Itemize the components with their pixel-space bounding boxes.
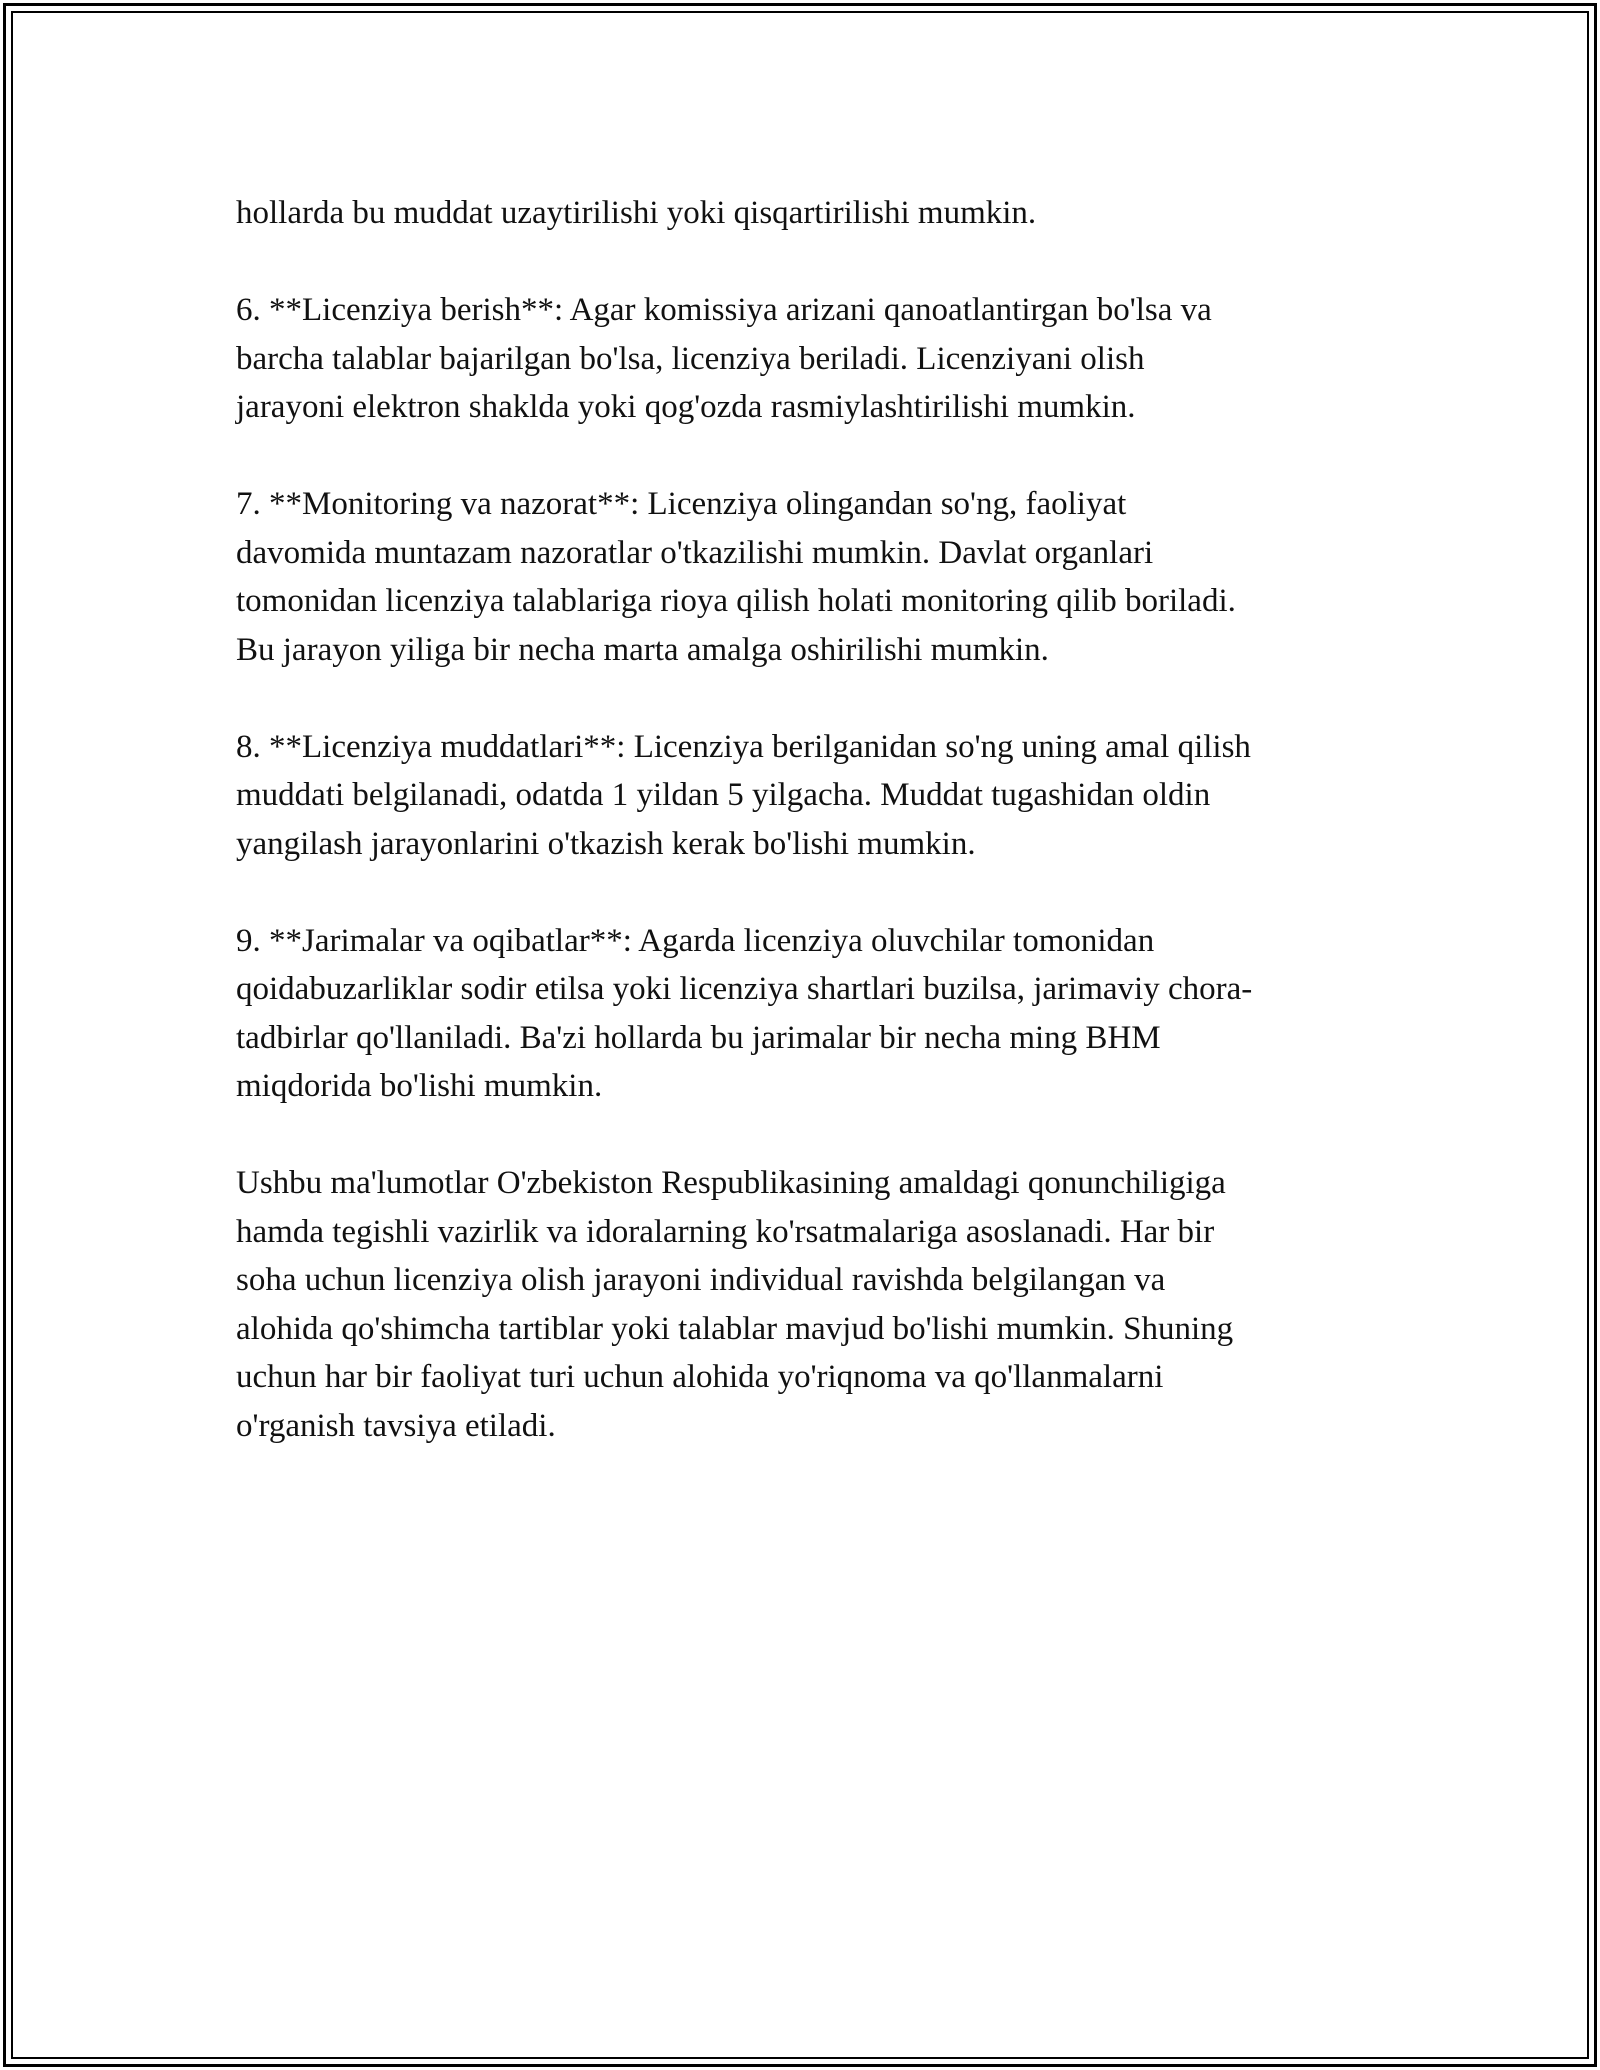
paragraph-continuation: hollarda bu muddat uzaytirilishi yoki qisqartirilishi mumkin.: [236, 195, 1037, 231]
paragraph-licenziya-muddatlari: 8. **Licenziya muddatlari**: Licenziya berilganidan so'ng uning amal qilish muddati belgilanadi, odatda 1 yildan 5 yilgacha. Muddat tugashidan oldin yangilash jarayonlarini o'tkazish kerak bo'lishi mumkin.: [236, 728, 1251, 862]
document-body: [236, 189, 1386, 1499]
paragraph-licenziya-berish: 6. **Licenziya berish**: Agar komissiya arizani qanoatlantirgan bo'lsa va barcha talablar bajarilgan bo'lsa, licenziya beriladi. Licenziyani olish jarayoni elektron shaklda yoki qog'ozda rasmiylashtirilishi mumkin.: [236, 292, 1212, 425]
paragraph-conclusion: Ushbu ma'lumotlar O'zbekiston Respublikasining amaldagi qonunchiligiga hamda tegishli vazirlik va idoralarning ko'rsatmalariga asoslanadi. Har bir soha uchun licenziya olish jarayoni individual ravishda belgilangan va alohida qo'shimcha tartiblar yoki talablar mavjud bo'lishi mumkin. Shuning uchun har bir faoliyat turi uchun alohida yo'riqnoma va qo'llanmalarni o'rganish tavsiya etiladi.: [236, 1165, 1234, 1444]
paragraph-jarimalar-va-oqibatlar: 9. **Jarimalar va oqibatlar**: Agarda licenziya oluvchilar tomonidan qoidabuzarliklar sodir etilsa yoki licenziya shartlari buzilsa, jarimaviy chora- tadbirlar qo'llaniladi. Ba'zi hollarda bu jarimalar bir necha ming BHM miqdorida bo'lishi mumkin.: [236, 922, 1253, 1104]
paragraph-monitoring-va-nazorat: 7. **Monitoring va nazorat**: Licenziya olingandan so'ng, faoliyat davomida muntazam nazoratlar o'tkazilishi mumkin. Davlat organlari tomonidan licenziya talablariga rioya qilish holati monitoring qilib boriladi. Bu jarayon yiliga bir necha marta amalga oshirilishi mumkin.: [236, 486, 1236, 668]
